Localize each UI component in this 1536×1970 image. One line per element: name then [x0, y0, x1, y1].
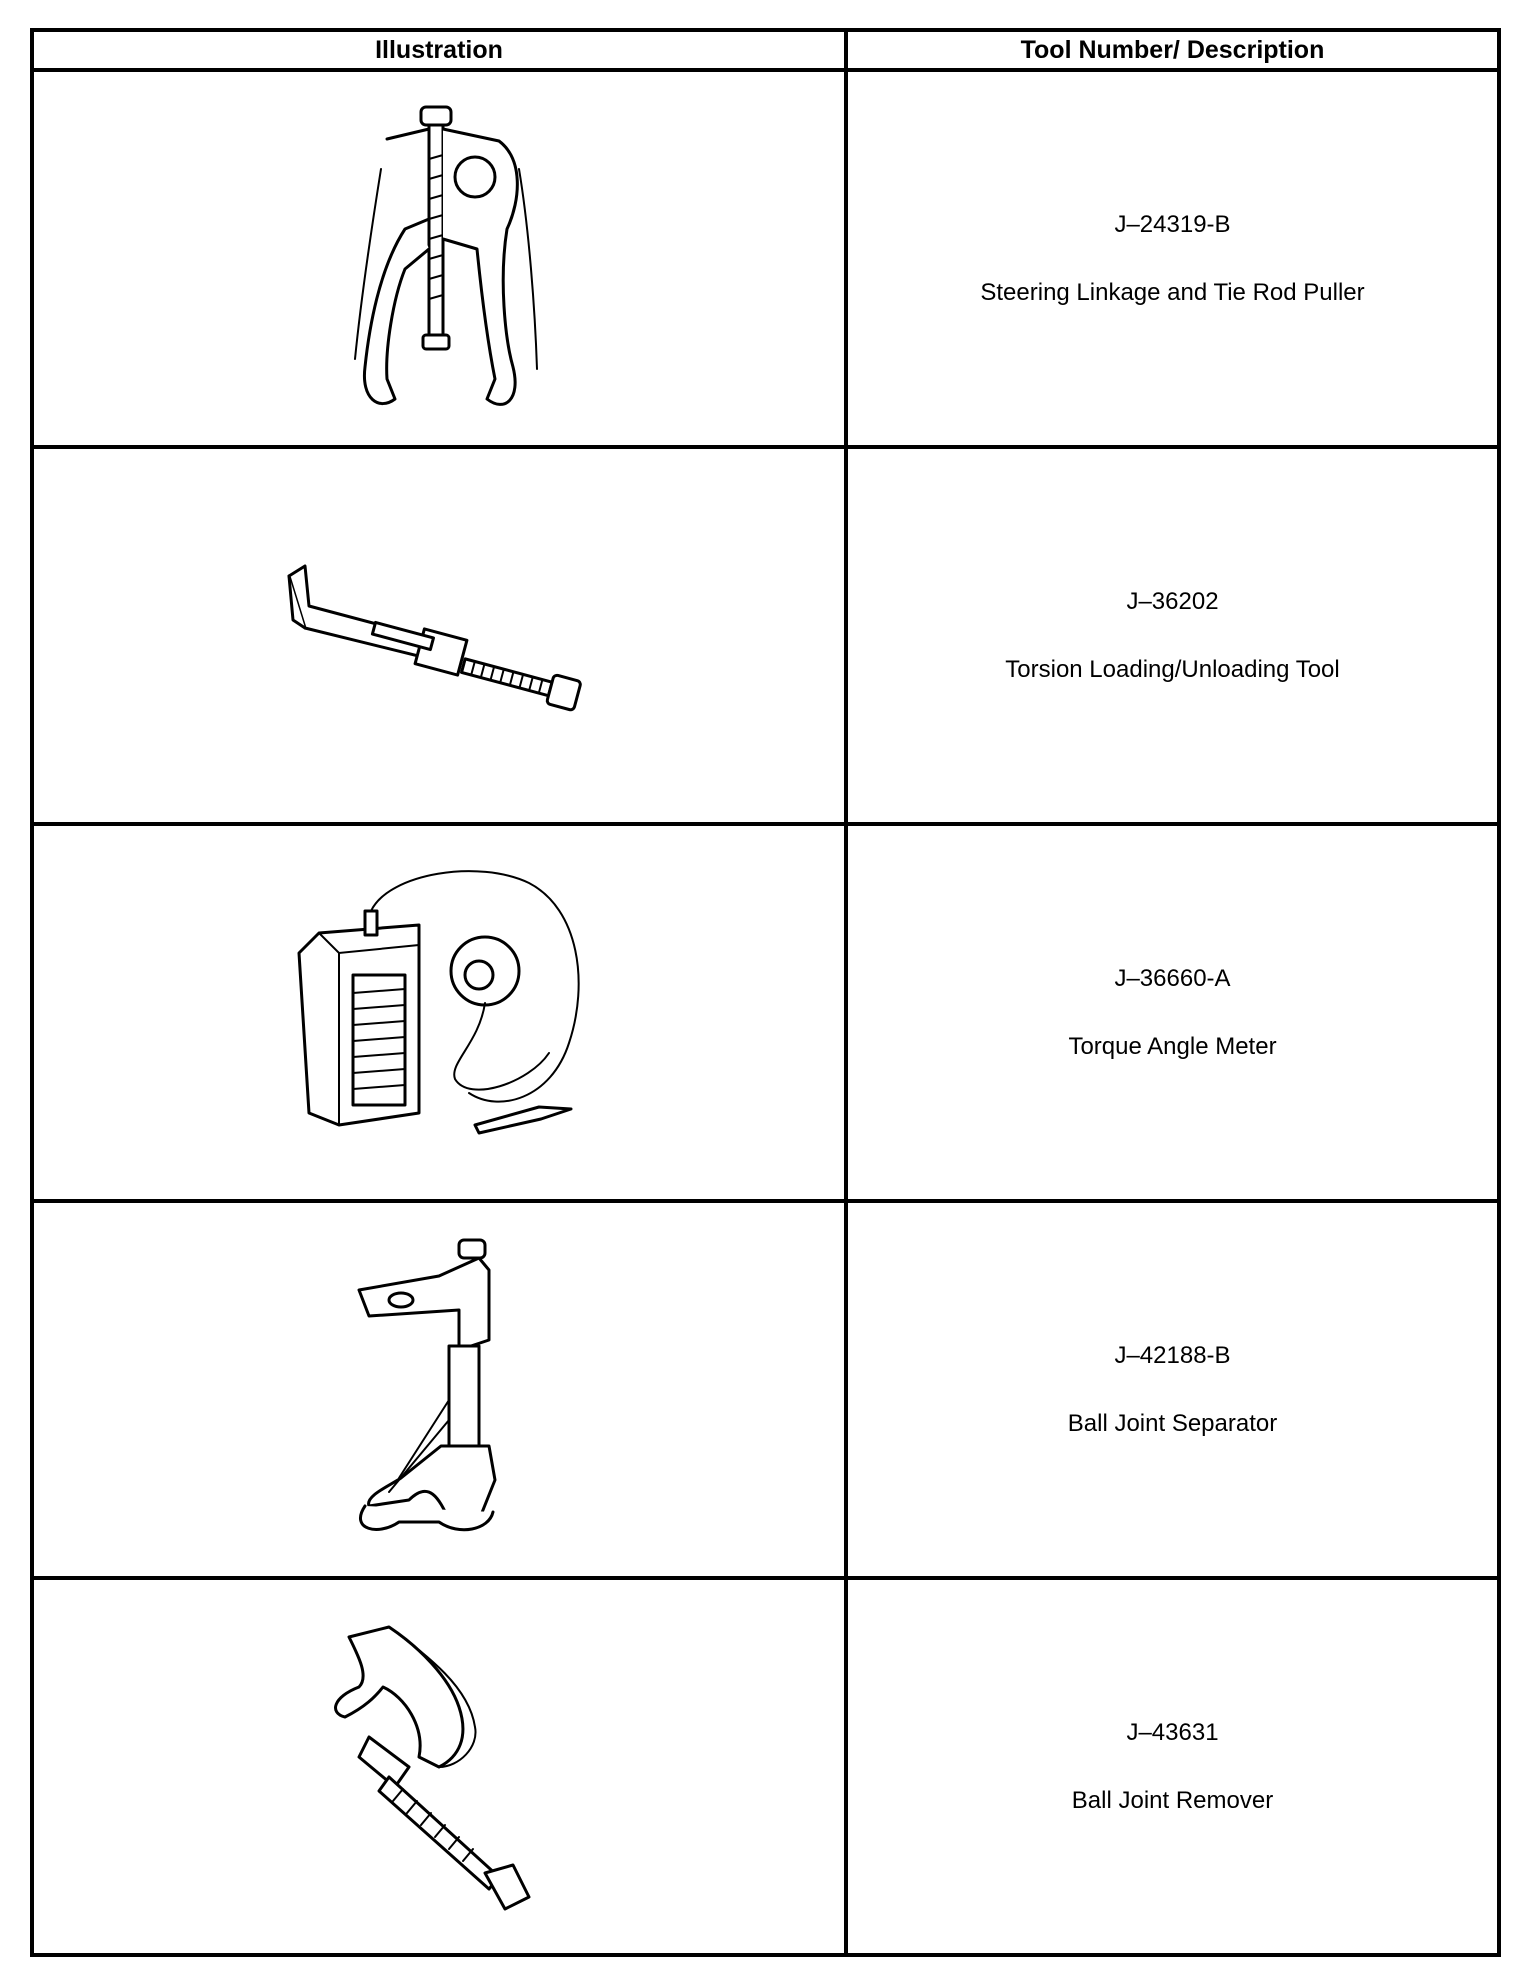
illustration-cell [32, 1201, 846, 1578]
tool-description: Torque Angle Meter [1068, 1032, 1277, 1060]
illustration-cell [32, 447, 846, 824]
tool-description: Ball Joint Separator [1067, 1409, 1278, 1437]
tool-description: Torsion Loading/Unloading Tool [1005, 655, 1340, 683]
ball-joint-separator-icon [329, 1230, 549, 1550]
tool-number: J–36660-A [1114, 964, 1231, 992]
table-row [32, 70, 1499, 447]
table-row [32, 1578, 1499, 1955]
torque-angle-meter-icon [279, 863, 599, 1163]
tool-number: J–24319-B [1114, 210, 1231, 238]
ball-joint-remover-icon [309, 1617, 569, 1917]
illustration-cell [32, 824, 846, 1201]
tool-description-cell [846, 70, 1499, 447]
tool-number: J–42188-B [1114, 1341, 1231, 1369]
table-row [32, 824, 1499, 1201]
header-row [32, 30, 1499, 70]
tool-description: Steering Linkage and Tie Rod Puller [980, 278, 1365, 306]
torsion-tool-icon [269, 556, 609, 716]
header-description: Tool Number/ Description [846, 30, 1499, 70]
table-row [32, 1201, 1499, 1578]
tool-description-cell [846, 1578, 1499, 1955]
illustration-cell [32, 1578, 846, 1955]
tool-description-cell [846, 447, 1499, 824]
tool-description-cell [846, 824, 1499, 1201]
illustration-cell [32, 70, 846, 447]
tie-rod-puller-icon [309, 99, 569, 419]
tool-table [30, 28, 1501, 1957]
tool-description-cell [846, 1201, 1499, 1578]
header-illustration: Illustration [32, 30, 846, 70]
tool-description: Ball Joint Remover [1071, 1786, 1274, 1814]
tool-number: J–36202 [1126, 587, 1219, 615]
tool-number: J–43631 [1126, 1718, 1219, 1746]
table-row [32, 447, 1499, 824]
